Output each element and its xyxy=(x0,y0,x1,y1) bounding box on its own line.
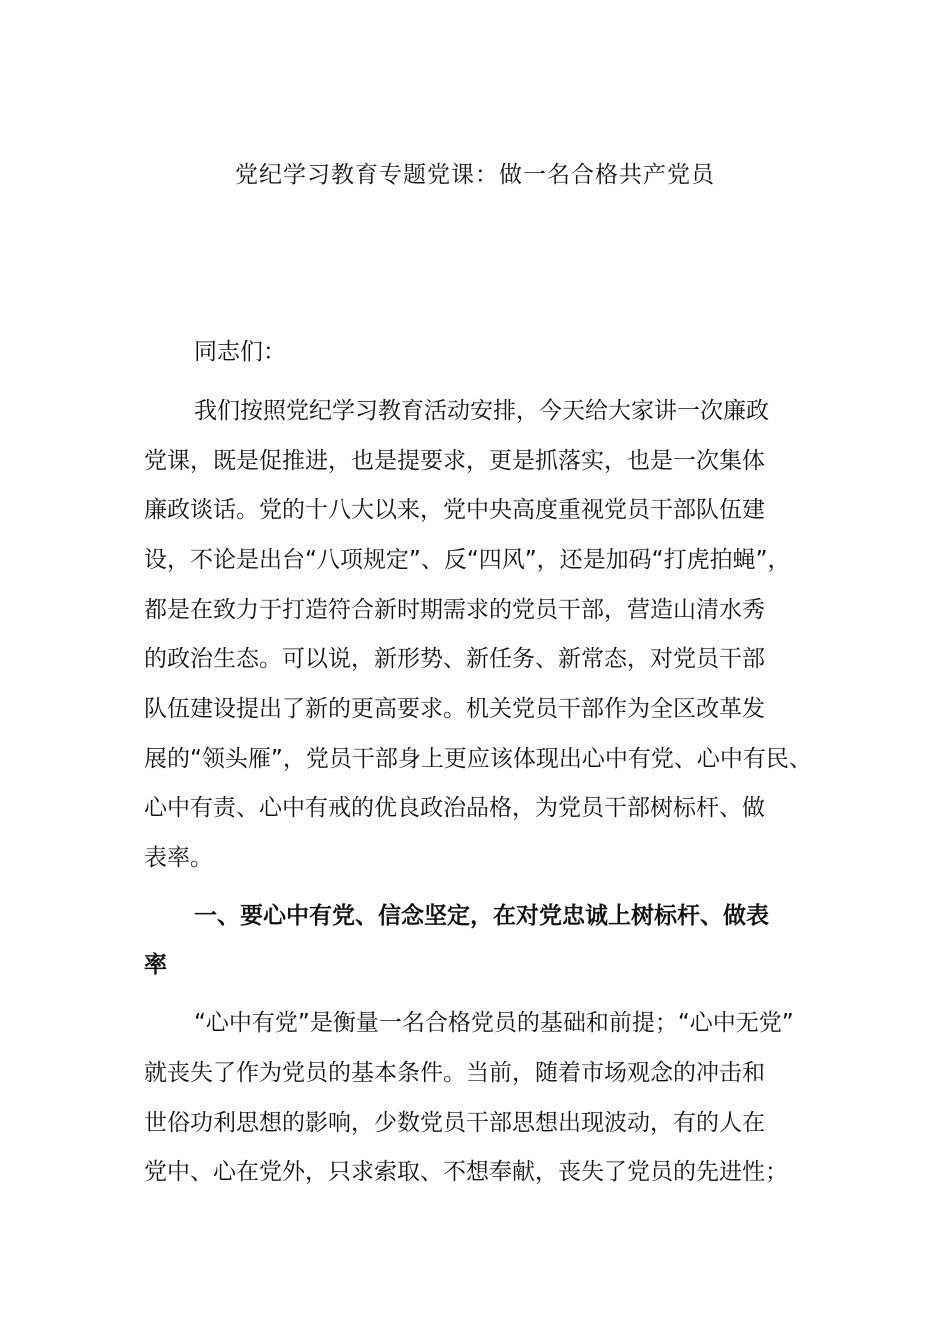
paragraph-line: 我们按照党纪学习教育活动安排，今天给大家讲一次廉政 xyxy=(194,398,769,424)
paragraph-line: 就丧失了作为党员的基本条件。当前，随着市场观念的冲击和 xyxy=(144,1060,765,1086)
paragraph-line: 表率。 xyxy=(144,845,213,871)
paragraph-line: 党中、心在党外，只求索取、不想奉献，丧失了党员的先进性； xyxy=(144,1159,788,1185)
paragraph-line: 设，不论是出台“八项规定”、反“四风”，还是加码“打虎拍蝇”， xyxy=(144,547,791,573)
paragraph-line: “心中有党”是衡量一名合格党员的基础和前提；“心中无党” xyxy=(194,1010,794,1036)
document-title: 党纪学习教育专题党课：做一名合格共产党员 xyxy=(235,162,715,188)
paragraph-line: 队伍建设提出了新的更高要求。机关党员干部作为全区改革发 xyxy=(144,696,765,722)
paragraph-line: 世俗功利思想的影响，少数党员干部思想出现波动，有的人在 xyxy=(144,1110,765,1136)
section-heading-line: 率 xyxy=(144,952,167,978)
paragraph-line: 党课，既是促推进，也是提要求，更是抓落实，也是一次集体 xyxy=(144,448,765,474)
paragraph-line: 的政治生态。可以说，新形势、新任务、新常态，对党员干部 xyxy=(144,646,765,672)
section-heading-line: 一、要心中有党、信念坚定，在对党忠诚上树标杆、做表 xyxy=(194,903,769,929)
paragraph-line: 展的“领头雁”，党员干部身上更应该体现出心中有党、心中有民、 xyxy=(144,746,812,772)
paragraph-line: 都是在致力于打造符合新时期需求的党员干部，营造山清水秀 xyxy=(144,597,765,623)
paragraph-line: 廉政谈话。党的十八大以来，党中央高度重视党员干部队伍建 xyxy=(144,497,765,523)
greeting: 同志们： xyxy=(194,339,286,365)
paragraph-line: 心中有责、心中有戒的优良政治品格，为党员干部树标杆、做 xyxy=(144,795,765,821)
